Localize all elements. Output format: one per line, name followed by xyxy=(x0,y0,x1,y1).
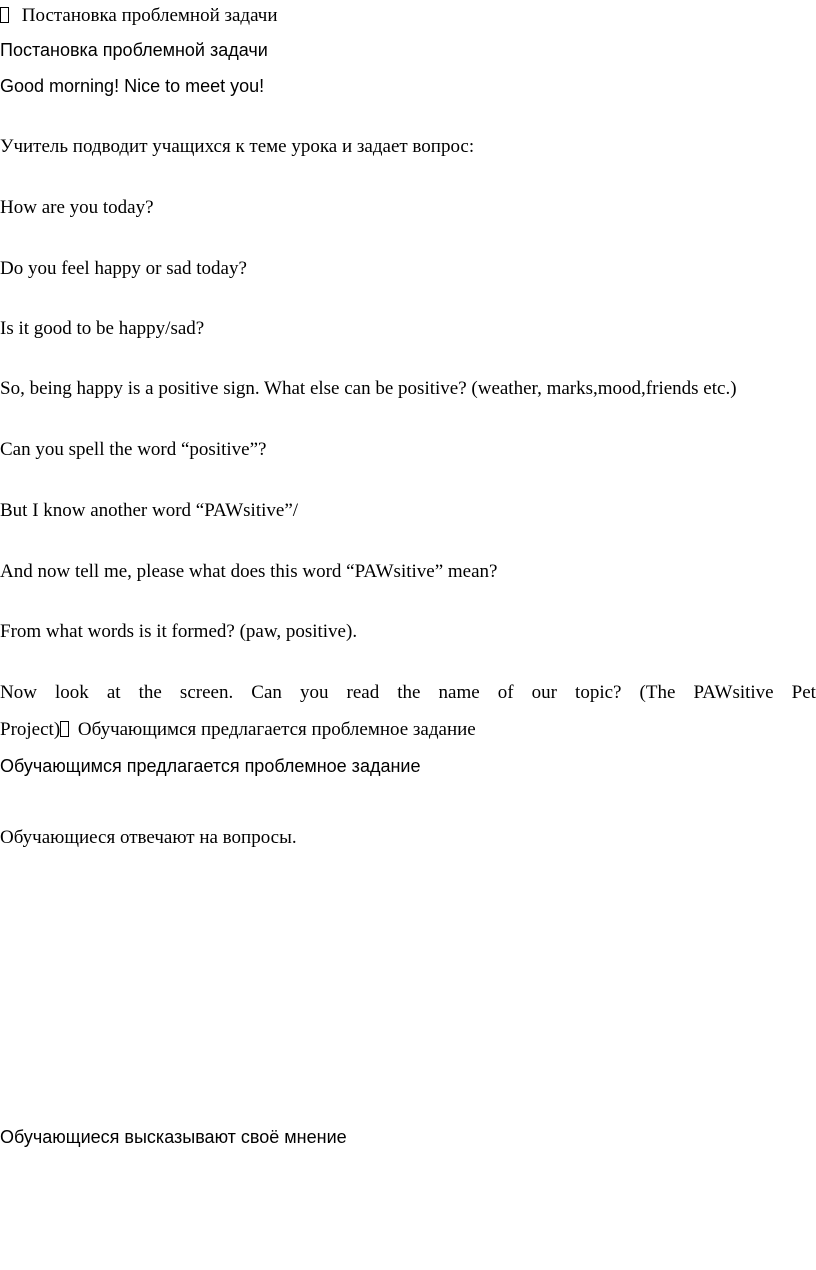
topic-word: you xyxy=(299,682,329,703)
question-5: Can you spell the word “positive”? xyxy=(0,439,267,460)
topic-end-rest: Обучающимся предлагается проблемное задание xyxy=(77,719,476,740)
topic-line xyxy=(0,683,816,702)
topic-word: Now xyxy=(0,682,37,703)
topic-word: name xyxy=(438,682,480,703)
topic-word: of xyxy=(497,682,514,703)
question-7: And now tell me, please what does this word “PAWsitive” mean? xyxy=(0,561,498,582)
topic-word: PAWsitive xyxy=(693,682,774,703)
question-8: From what words is it formed? (paw, positive). xyxy=(0,621,358,642)
topic-word: the xyxy=(138,682,162,703)
missing-glyph-icon xyxy=(0,7,9,23)
topic-word: at xyxy=(106,682,121,703)
topic-word: Can xyxy=(251,682,282,703)
topic-word: our xyxy=(531,682,557,703)
topic-word: the xyxy=(397,682,421,703)
heading-text: Постановка проблемной задачи xyxy=(21,5,278,26)
topic-word: Pet xyxy=(791,682,816,703)
topic-line-end xyxy=(0,720,476,739)
intro-text: Учитель подводит учащихся к теме урока и задает вопрос: xyxy=(0,136,475,157)
students-answer: Обучающиеся отвечают на вопросы. xyxy=(0,827,297,848)
topic-word: look xyxy=(55,682,89,703)
students-opinion: Обучающиеся высказывают своё мнение xyxy=(0,1127,347,1147)
heading-glyph-line xyxy=(0,6,278,25)
question-6: But I know another word “PAWsitive”/ xyxy=(0,500,299,521)
missing-glyph-icon xyxy=(60,721,69,737)
topic-word: screen. xyxy=(179,682,234,703)
topic-end-text: Project) xyxy=(0,719,61,740)
greeting: Good morning! Nice to meet you! xyxy=(0,76,265,96)
question-4: So, being happy is a positive sign. What else can be positive? (weather, marks,mood,friends etc.) xyxy=(0,378,737,399)
question-1: How are you today? xyxy=(0,197,154,218)
question-3: Is it good to be happy/sad? xyxy=(0,318,205,339)
task-sans: Обучающимся предлагается проблемное задание xyxy=(0,756,421,776)
heading-sans: Постановка проблемной задачи xyxy=(0,40,268,60)
topic-word: read xyxy=(346,682,380,703)
topic-word: topic? xyxy=(575,682,622,703)
question-2: Do you feel happy or sad today? xyxy=(0,258,247,279)
topic-word: (The xyxy=(639,682,676,703)
